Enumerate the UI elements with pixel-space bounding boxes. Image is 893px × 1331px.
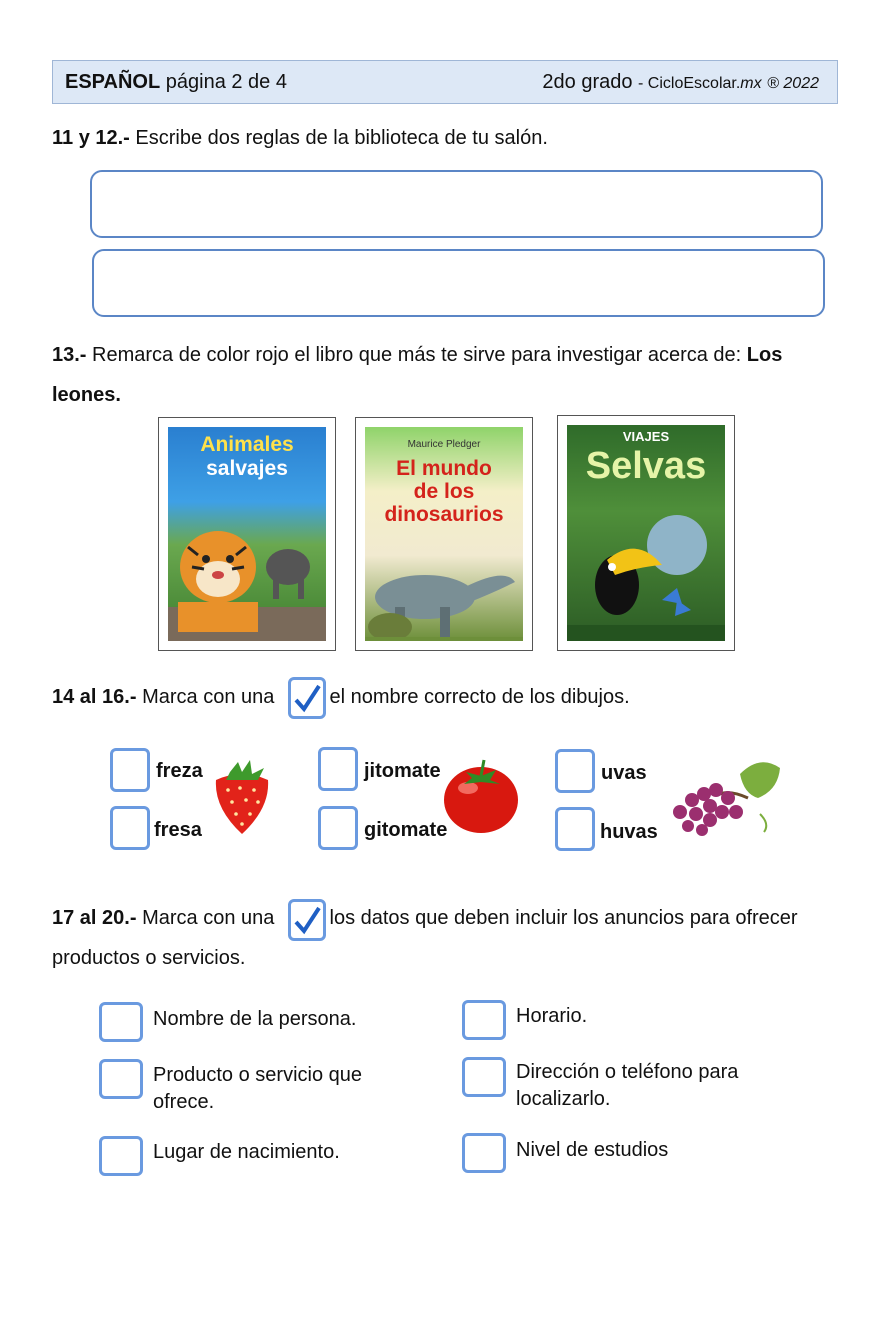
book-selvas[interactable]	[557, 415, 735, 651]
question-17-20	[52, 898, 798, 938]
question-14-16	[52, 677, 630, 717]
checkbox-horario[interactable]	[462, 1000, 506, 1040]
page-header	[52, 60, 838, 104]
option-producto-servicio: Producto o servicio que ofrece.	[153, 1064, 363, 1113]
header-left	[65, 71, 287, 94]
example-checkbox	[288, 899, 326, 941]
option-lugar-nacimiento: Lugar de nacimiento.	[153, 1141, 340, 1163]
option-nivel-estudios: Nivel de estudios	[516, 1139, 669, 1161]
question-text-after: el nombre correcto de los dibujos.	[329, 686, 630, 708]
option-uvas: uvas	[601, 762, 647, 784]
page-info: página 2 de 4	[165, 71, 287, 93]
checkbox-nivel-estudios[interactable]	[462, 1133, 506, 1173]
book-title: El mundo de los dinosaurios	[384, 457, 504, 526]
year-label: ® 2022	[767, 75, 819, 92]
option-nombre-persona: Nombre de la persona.	[153, 1008, 357, 1030]
header-right	[542, 71, 819, 94]
checkbox-jitomate[interactable]	[318, 747, 358, 791]
tomato-icon	[440, 754, 522, 836]
book-title: Animales salvajes	[200, 433, 294, 480]
checkbox-fresa[interactable]	[110, 806, 150, 850]
question-text-before: Marca con una	[142, 907, 275, 929]
answer-box-1[interactable]	[90, 170, 823, 238]
book-mundo-dinosaurios[interactable]	[355, 417, 533, 651]
question-number: 17 al 20.-	[52, 907, 137, 929]
option-huvas: huvas	[600, 821, 658, 843]
dinosaur-illustration	[365, 547, 523, 641]
toucan-illustration	[567, 505, 725, 641]
question-17-20-line2	[52, 938, 245, 978]
checkbox-huvas[interactable]	[555, 807, 595, 851]
question-number: 11 y 12.-	[52, 127, 130, 149]
checkbox-producto-servicio[interactable]	[99, 1059, 143, 1099]
check-mark-icon	[291, 680, 323, 716]
checkbox-uvas[interactable]	[555, 749, 595, 793]
answer-box-2[interactable]	[92, 249, 825, 317]
tiger-elephant-illustration	[168, 507, 326, 641]
book-cover	[365, 427, 523, 641]
book-cover	[168, 427, 326, 641]
subject-label: ESPAÑOL	[65, 71, 161, 93]
question-text-line2: productos o servicios.	[52, 947, 246, 969]
question-number: 13.-	[52, 344, 87, 366]
checkbox-lugar-nacimiento[interactable]	[99, 1136, 143, 1176]
question-text: Escribe dos reglas de la biblioteca de tu salón.	[135, 127, 548, 149]
option-direccion-telefono: Dirección o teléfono para localizarlo.	[516, 1061, 739, 1110]
book-title: Selvas	[585, 445, 707, 487]
site-label: - CicloEscolar.	[638, 75, 741, 92]
site-mx: mx	[740, 75, 762, 92]
example-checkbox	[288, 677, 326, 719]
checkbox-direccion-telefono[interactable]	[462, 1057, 506, 1097]
question-text-after: los datos que deben incluir los anuncios para ofrecer	[329, 907, 798, 929]
question-13-line2	[52, 375, 121, 415]
question-13	[52, 335, 782, 375]
question-text-before: Marca con una	[142, 686, 275, 708]
option-fresa: fresa	[154, 819, 202, 841]
question-number: 14 al 16.-	[52, 686, 137, 708]
book-series: VIAJES	[622, 429, 670, 444]
option-gitomate: gitomate	[364, 819, 448, 841]
book-author: Maurice Pledger	[407, 439, 481, 450]
option-freza: freza	[156, 760, 203, 782]
checkbox-gitomate[interactable]	[318, 806, 358, 850]
question-11-12	[52, 118, 548, 158]
book-animales-salvajes[interactable]	[158, 417, 336, 651]
grapes-icon	[670, 754, 784, 838]
question-bold-2: leones.	[52, 384, 121, 406]
strawberry-icon	[208, 758, 276, 836]
checkbox-nombre-persona[interactable]	[99, 1002, 143, 1042]
checkbox-freza[interactable]	[110, 748, 150, 792]
option-horario: Horario.	[516, 1005, 588, 1027]
question-text: Remarca de color rojo el libro que más te sirve para investigar acerca de:	[92, 344, 742, 366]
grade-label: 2do grado	[542, 71, 633, 93]
question-bold-1: Los	[746, 344, 783, 366]
option-jitomate: jitomate	[364, 760, 441, 782]
check-mark-icon	[291, 902, 323, 938]
book-cover	[567, 425, 725, 641]
